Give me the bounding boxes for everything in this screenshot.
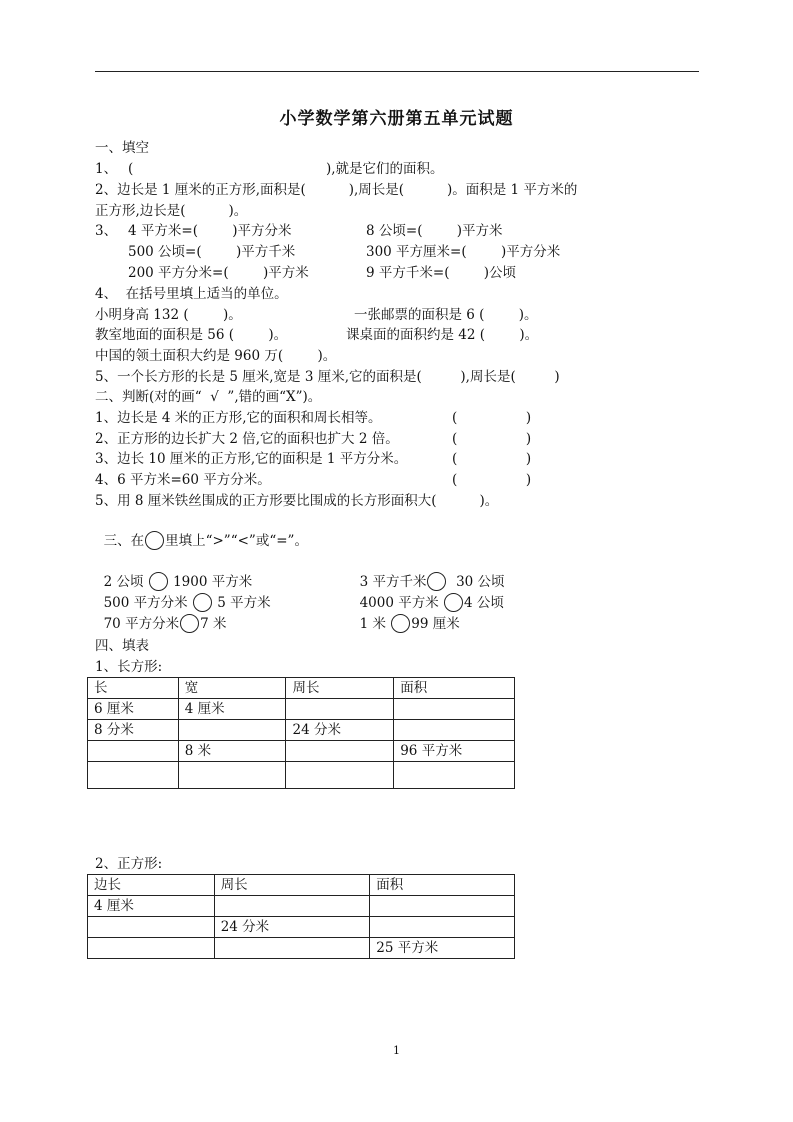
q1-number: 1、 [95,161,118,177]
tf-item-1: 1、边长是 4 米的正方形,它的面积和周长相等。 [95,410,382,426]
table-header-row [88,678,515,699]
compare-circle-icon [145,531,164,550]
rectangle-table-label: 1、长方形: [95,659,163,675]
table-cell-blank[interactable] [394,762,515,789]
table-header-cell: 面积 [370,875,515,896]
compare-3-right [351,596,460,633]
table-header-cell: 周长 [286,678,394,699]
compare-1-left-a: 2 公顷 [103,574,144,590]
table-cell: 96 平方米 [394,741,515,762]
table-header-cell: 边长 [88,875,215,896]
table-cell-blank[interactable] [214,938,370,959]
table-cell-blank[interactable] [394,720,515,741]
table-cell-blank[interactable] [370,896,515,917]
compare-1-right-a: 3 平方千米 [359,574,427,590]
table-cell-blank[interactable] [88,762,179,789]
q3-r3-right: 9 平方千米=( )公顷 [366,265,517,281]
compare-2-left-b: 5 平方米 [217,595,271,611]
table-cell-blank[interactable] [286,699,394,720]
tf-item-4: 4、6 平方米=60 平方分米。 [95,472,271,488]
table-cell-blank[interactable] [394,699,515,720]
compare-2-right-a: 4000 平方米 [359,595,439,611]
square-table [87,874,515,959]
q4-heading: 4、 在括号里填上适当的单位。 [95,286,288,302]
table-header-cell: 面积 [394,678,515,699]
table-header-cell: 长 [88,678,179,699]
compare-3-right-circle[interactable] [391,614,410,633]
compare-3-left-b: 7 米 [200,616,227,632]
table-cell-blank[interactable] [178,720,286,741]
table-header-cell: 宽 [178,678,286,699]
page-number: 1 [393,1044,400,1057]
page-title: 小学数学第六册第五单元试题 [279,109,514,129]
section-1-heading: 一、填空 [95,140,149,156]
q1-open-paren: ( [128,161,134,177]
table-row [88,741,515,762]
section-3-heading-b: 里填上“>”“<”或“=”。 [165,533,308,549]
table-cell-blank[interactable] [178,762,286,789]
table-cell: 24 分米 [214,917,370,938]
table-header-cell: 周长 [214,875,370,896]
tf-item-4-paren: ( ) [452,472,532,488]
table-cell: 8 米 [178,741,286,762]
square-table-label: 2、正方形: [95,856,163,872]
tf-item-2-paren: ( ) [452,431,532,447]
section-4-heading: 四、填表 [95,638,149,654]
q4-item-d: 课桌面的面积约是 42 ( )。 [346,327,539,343]
table-cell-blank[interactable] [370,917,515,938]
tf-item-3: 3、边长 10 厘米的正方形,它的面积是 1 平方分米。 [95,451,408,467]
tf-item-2: 2、正方形的边长扩大 2 倍,它的面积也扩大 2 倍。 [95,431,399,447]
q3-number: 3、 [95,223,118,239]
table-cell-blank[interactable] [88,938,215,959]
q2-line-1: 2、边长是 1 厘米的正方形,面积是( ),周长是( )。面积是 1 平方米的 [95,182,578,198]
compare-3-left-a: 70 平方分米 [103,616,180,632]
q3-r2-left: 500 公顷=( )平方千米 [128,244,296,260]
compare-2-left-a: 500 平方分米 [103,595,188,611]
q3-r1-right: 8 公顷=( )平方米 [366,223,503,239]
table-cell: 25 平方米 [370,938,515,959]
tf-item-1-paren: ( ) [452,410,532,426]
q3-r1-left: 4 平方米=( )平方分米 [128,223,292,239]
table-row [88,720,515,741]
q4-item-e: 中国的领土面积大约是 960 万( )。 [95,348,337,364]
section-3-heading-a: 三、在 [103,533,145,549]
table-row [88,762,515,789]
header-rule [95,71,699,72]
compare-3-right-b: 99 厘米 [411,616,460,632]
compare-3-left-circle[interactable] [180,614,199,633]
tf-item-5: 5、用 8 厘米铁丝围成的正方形要比围成的长方形面积大( )。 [95,493,499,509]
compare-2-right-b: 4 公顷 [464,595,504,611]
compare-3-right-a: 1 米 [359,616,386,632]
table-row [88,917,515,938]
table-cell: 24 分米 [286,720,394,741]
table-header-row [88,875,515,896]
table-cell-blank[interactable] [286,741,394,762]
compare-3-left [95,596,226,633]
table-cell: 8 分米 [88,720,179,741]
q1-rest: ),就是它们的面积。 [326,161,444,177]
q4-item-b: 一张邮票的面积是 6 ( )。 [354,307,538,323]
q4-item-c: 教室地面的面积是 56 ( )。 [95,327,288,343]
q3-r3-left: 200 平方分米=( )平方米 [128,265,309,281]
q4-item-a: 小明身高 132 ( )。 [95,307,242,323]
table-cell-blank[interactable] [286,762,394,789]
table-row [88,699,515,720]
table-cell-blank[interactable] [88,917,215,938]
section-2-heading: 二、判断(对的画“ √ ”,错的画“X”)。 [95,389,322,405]
section-3-heading [95,513,308,550]
tf-item-3-paren: ( ) [452,451,532,467]
compare-1-right-b: 30 公顷 [456,574,505,590]
q3-r2-right: 300 平方厘米=( )平方分米 [366,244,561,260]
table-row [88,896,515,917]
compare-1-left-b: 1900 平方米 [173,574,253,590]
table-cell-blank[interactable] [214,896,370,917]
rectangle-table [87,677,515,789]
q2-line-2: 正方形,边长是( )。 [95,203,248,219]
table-row [88,938,515,959]
table-cell: 6 厘米 [88,699,179,720]
table-cell: 4 厘米 [178,699,286,720]
q5-text: 5、一个长方形的长是 5 厘米,宽是 3 厘米,它的面积是( ),周长是( ) [95,369,560,385]
table-cell-blank[interactable] [88,741,179,762]
table-cell: 4 厘米 [88,896,215,917]
